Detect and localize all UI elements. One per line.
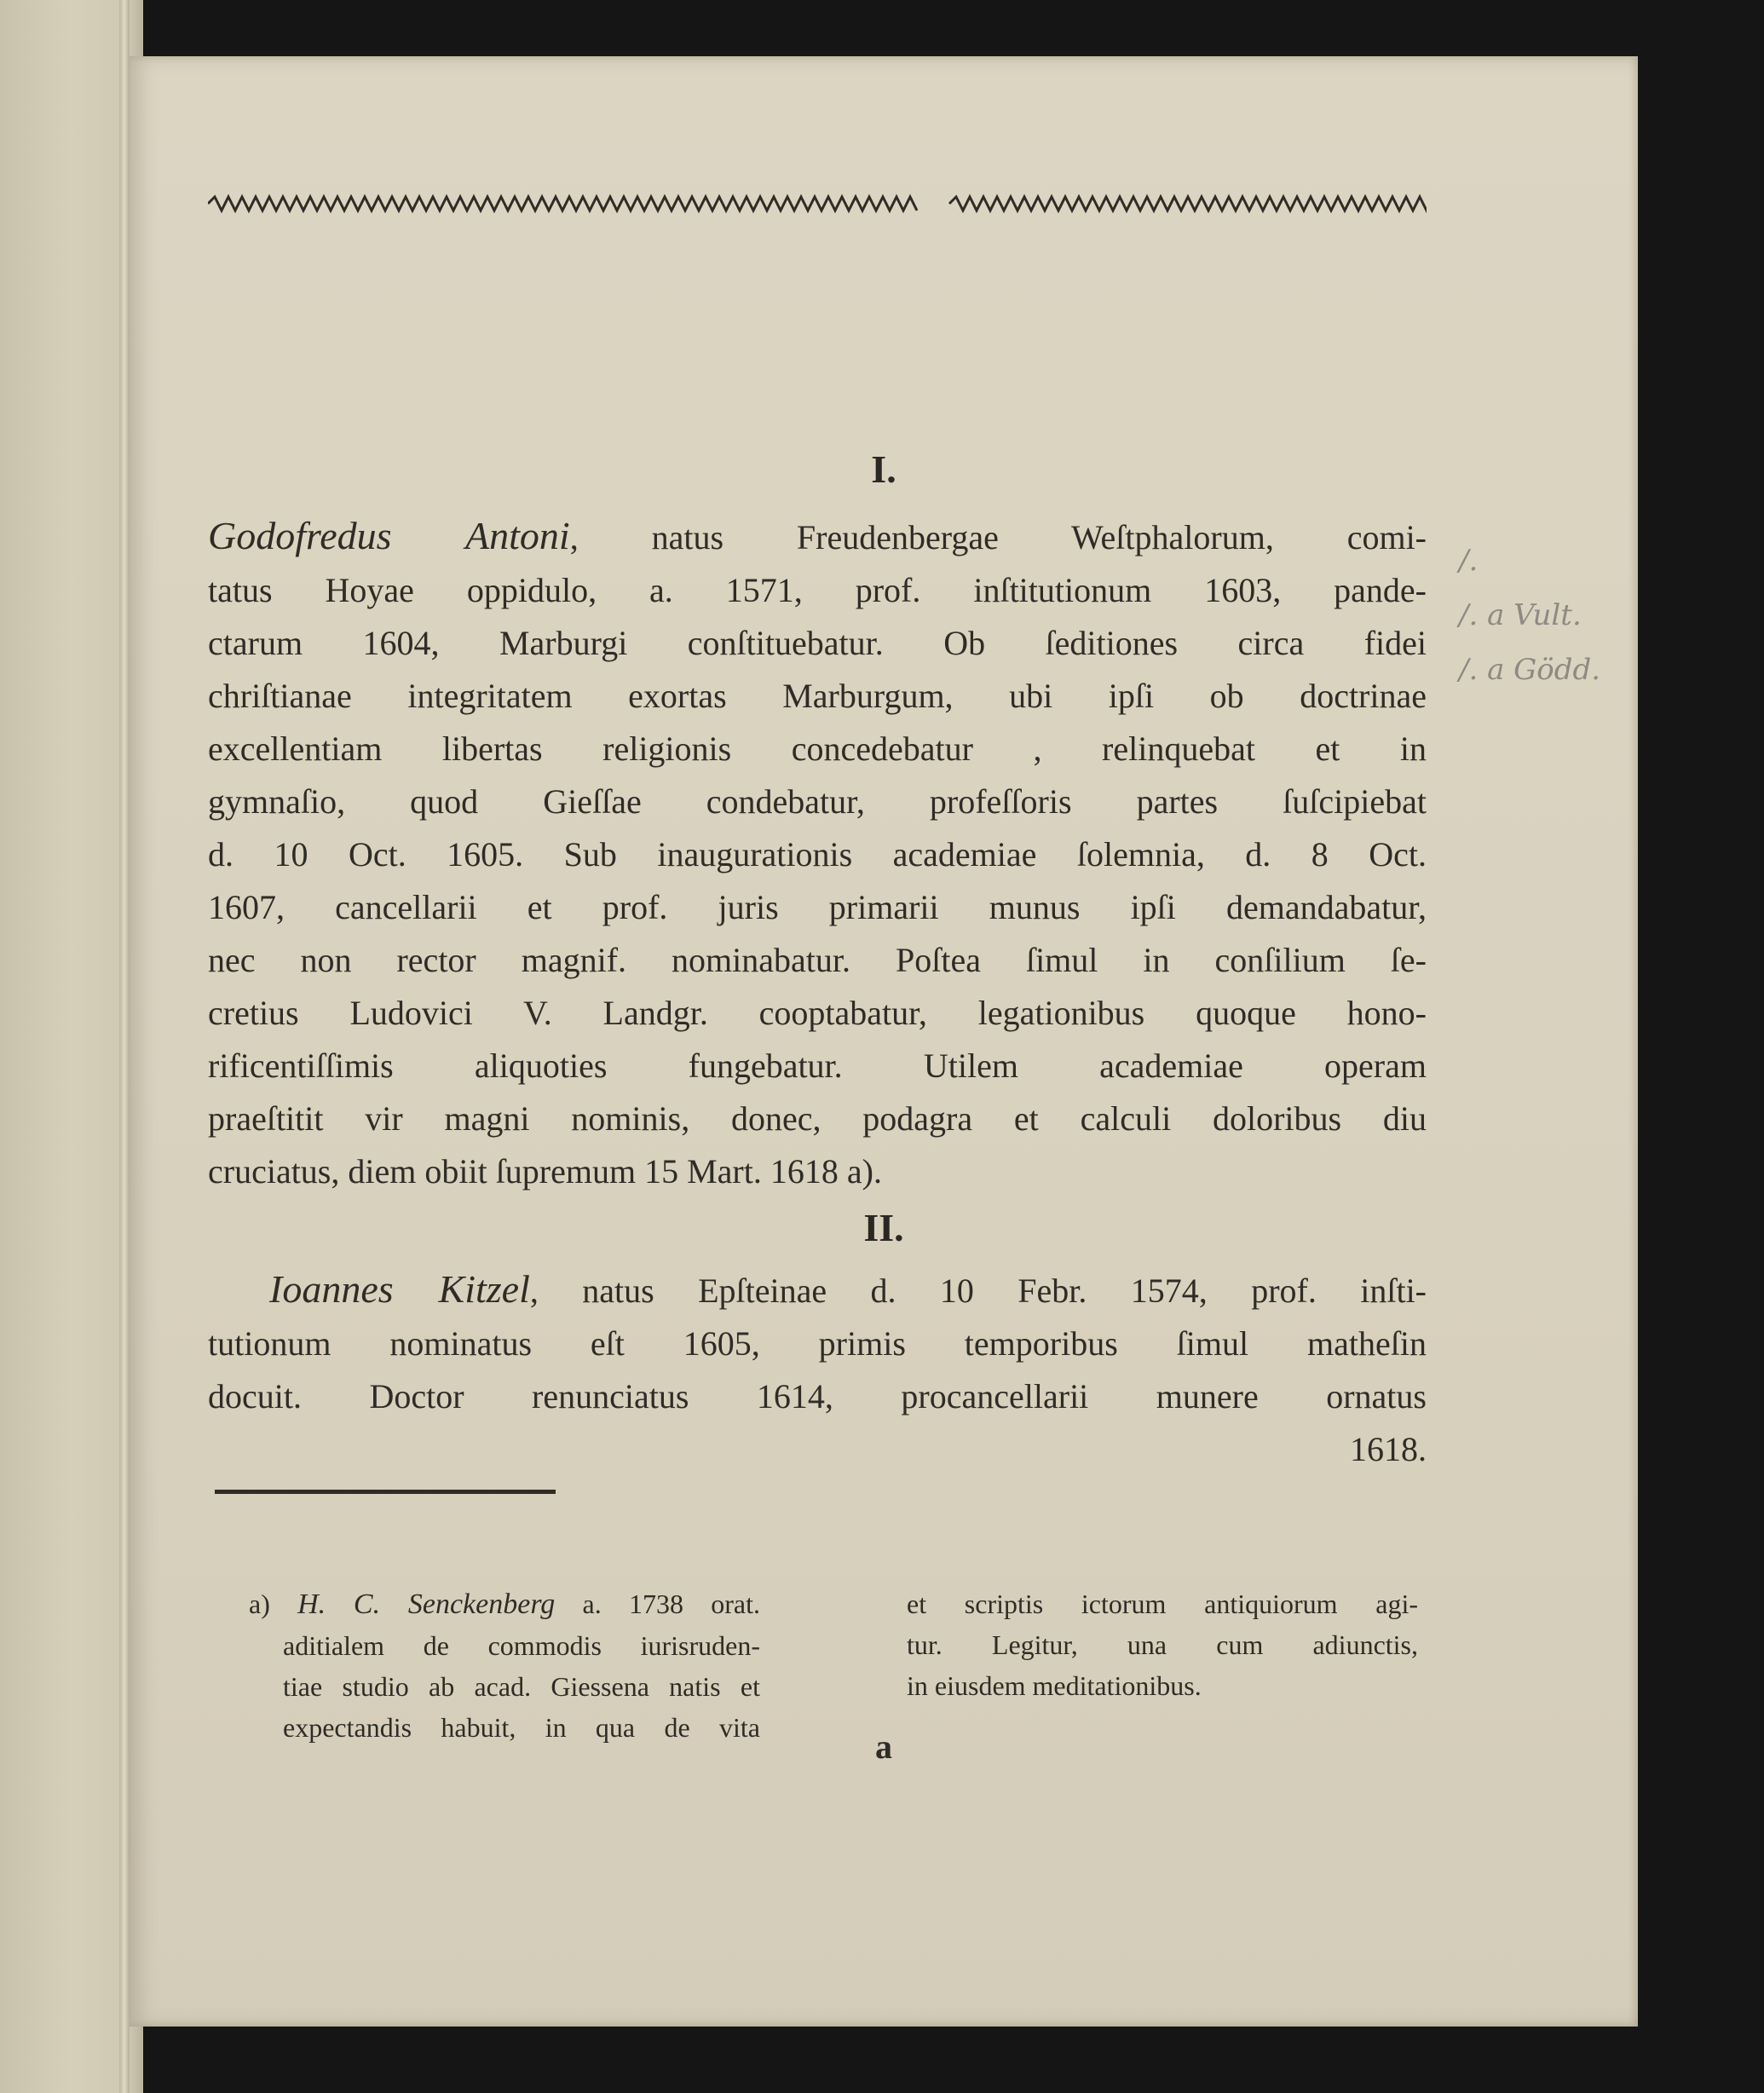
paragraph-line: cruciatus, diem obiit ſupremum 15 Mart. 1618 a). <box>208 1152 882 1191</box>
footnote-right-column <box>907 1583 1418 1706</box>
section-1-paragraph <box>208 510 1427 1198</box>
paragraph-line: tutionum nominatus eſt 1605, primis temporibus ſimul matheſin <box>208 1324 1427 1363</box>
paragraph-line: excellentiam libertas religionis concedebatur , relinquebat et in <box>208 729 1427 768</box>
paragraph-line: d. 10 Oct. 1605. Sub inaugurationis academiae ſolemnia, d. 8 Oct. <box>208 835 1427 874</box>
ornamental-wavy-rule <box>208 193 1427 215</box>
footnote-line: et scriptis ictorum antiquiorum agi- <box>907 1588 1418 1619</box>
section-heading-2: II. <box>863 1206 904 1249</box>
paragraph-line: rificentiſſimis aliquoties fungebatur. Utilem academiae operam <box>208 1046 1427 1085</box>
margin-note: /. a Vult. <box>1459 598 1582 632</box>
paragraph-line: gymnaſio, quod Gieſſae condebatur, profeſſoris partes ſuſcipiebat <box>208 782 1427 821</box>
footnote-line: in eiusdem meditationibus. <box>907 1670 1202 1701</box>
paragraph-line: Ioannes Kitzel, natus Epſteinae d. 10 Febr. 1574, prof. inſti- <box>269 1267 1427 1311</box>
margin-note: /. a Gödd. <box>1459 653 1601 687</box>
section-2-paragraph <box>208 1263 1427 1476</box>
paragraph-line: 1607, cancellarii et prof. juris primarii munus ipſi demandabatur, <box>208 888 1427 926</box>
paragraph-line: 1618. <box>1350 1430 1427 1468</box>
handwritten-margin-notes <box>1459 533 1629 697</box>
paragraph-line: cretius Ludovici V. Landgr. cooptabatur, legationibus quoque hono- <box>208 994 1427 1032</box>
author-name: H. C. Senckenberg <box>297 1588 556 1620</box>
footnote-line: tiae studio ab acad. Giessena natis et <box>283 1671 760 1702</box>
margin-note: /. <box>1459 544 1479 578</box>
footnote-line: expectandis habuit, in qua de vita <box>283 1712 760 1743</box>
footnote-line: a) H. C. Senckenberg a. 1738 orat. <box>249 1588 761 1620</box>
signature-mark: a <box>875 1727 892 1766</box>
paragraph-line: nec non rector magnif. nominabatur. Poſtea ſimul in conſilium ſe- <box>208 941 1427 979</box>
book-page <box>130 56 1638 2027</box>
person-name: Godofredus Antoni <box>208 514 570 557</box>
paragraph-line: chriſtianae integritatem exortas Marburgum, ubi ipſi ob doctrinae <box>208 677 1427 715</box>
person-name: Ioannes Kitzel <box>269 1267 530 1311</box>
footnote-left-column <box>249 1583 760 1748</box>
page-gutter <box>119 0 130 2093</box>
paragraph-line: tatus Hoyae oppidulo, a. 1571, prof. inſtitutionum 1603, pande- <box>208 571 1427 609</box>
footnote-line: aditialem de commodis iurisruden- <box>283 1630 760 1661</box>
footnote-rule <box>215 1490 556 1494</box>
section-heading-1: I. <box>871 447 896 491</box>
paragraph-line: praeſtitit vir magni nominis, donec, podagra et calculi doloribus diu <box>208 1099 1427 1138</box>
paragraph-line: docuit. Doctor renunciatus 1614, procancellarii munere ornatus <box>208 1377 1427 1416</box>
footnote-line: tur. Legitur, una cum adiunctis, <box>907 1629 1418 1660</box>
paragraph-line: ctarum 1604, Marburgi conſtituebatur. Ob ſeditiones circa fidei <box>208 624 1427 662</box>
paragraph-line: Godofredus Antoni, natus Freudenbergae Weſtphalorum, comi- <box>208 514 1427 557</box>
